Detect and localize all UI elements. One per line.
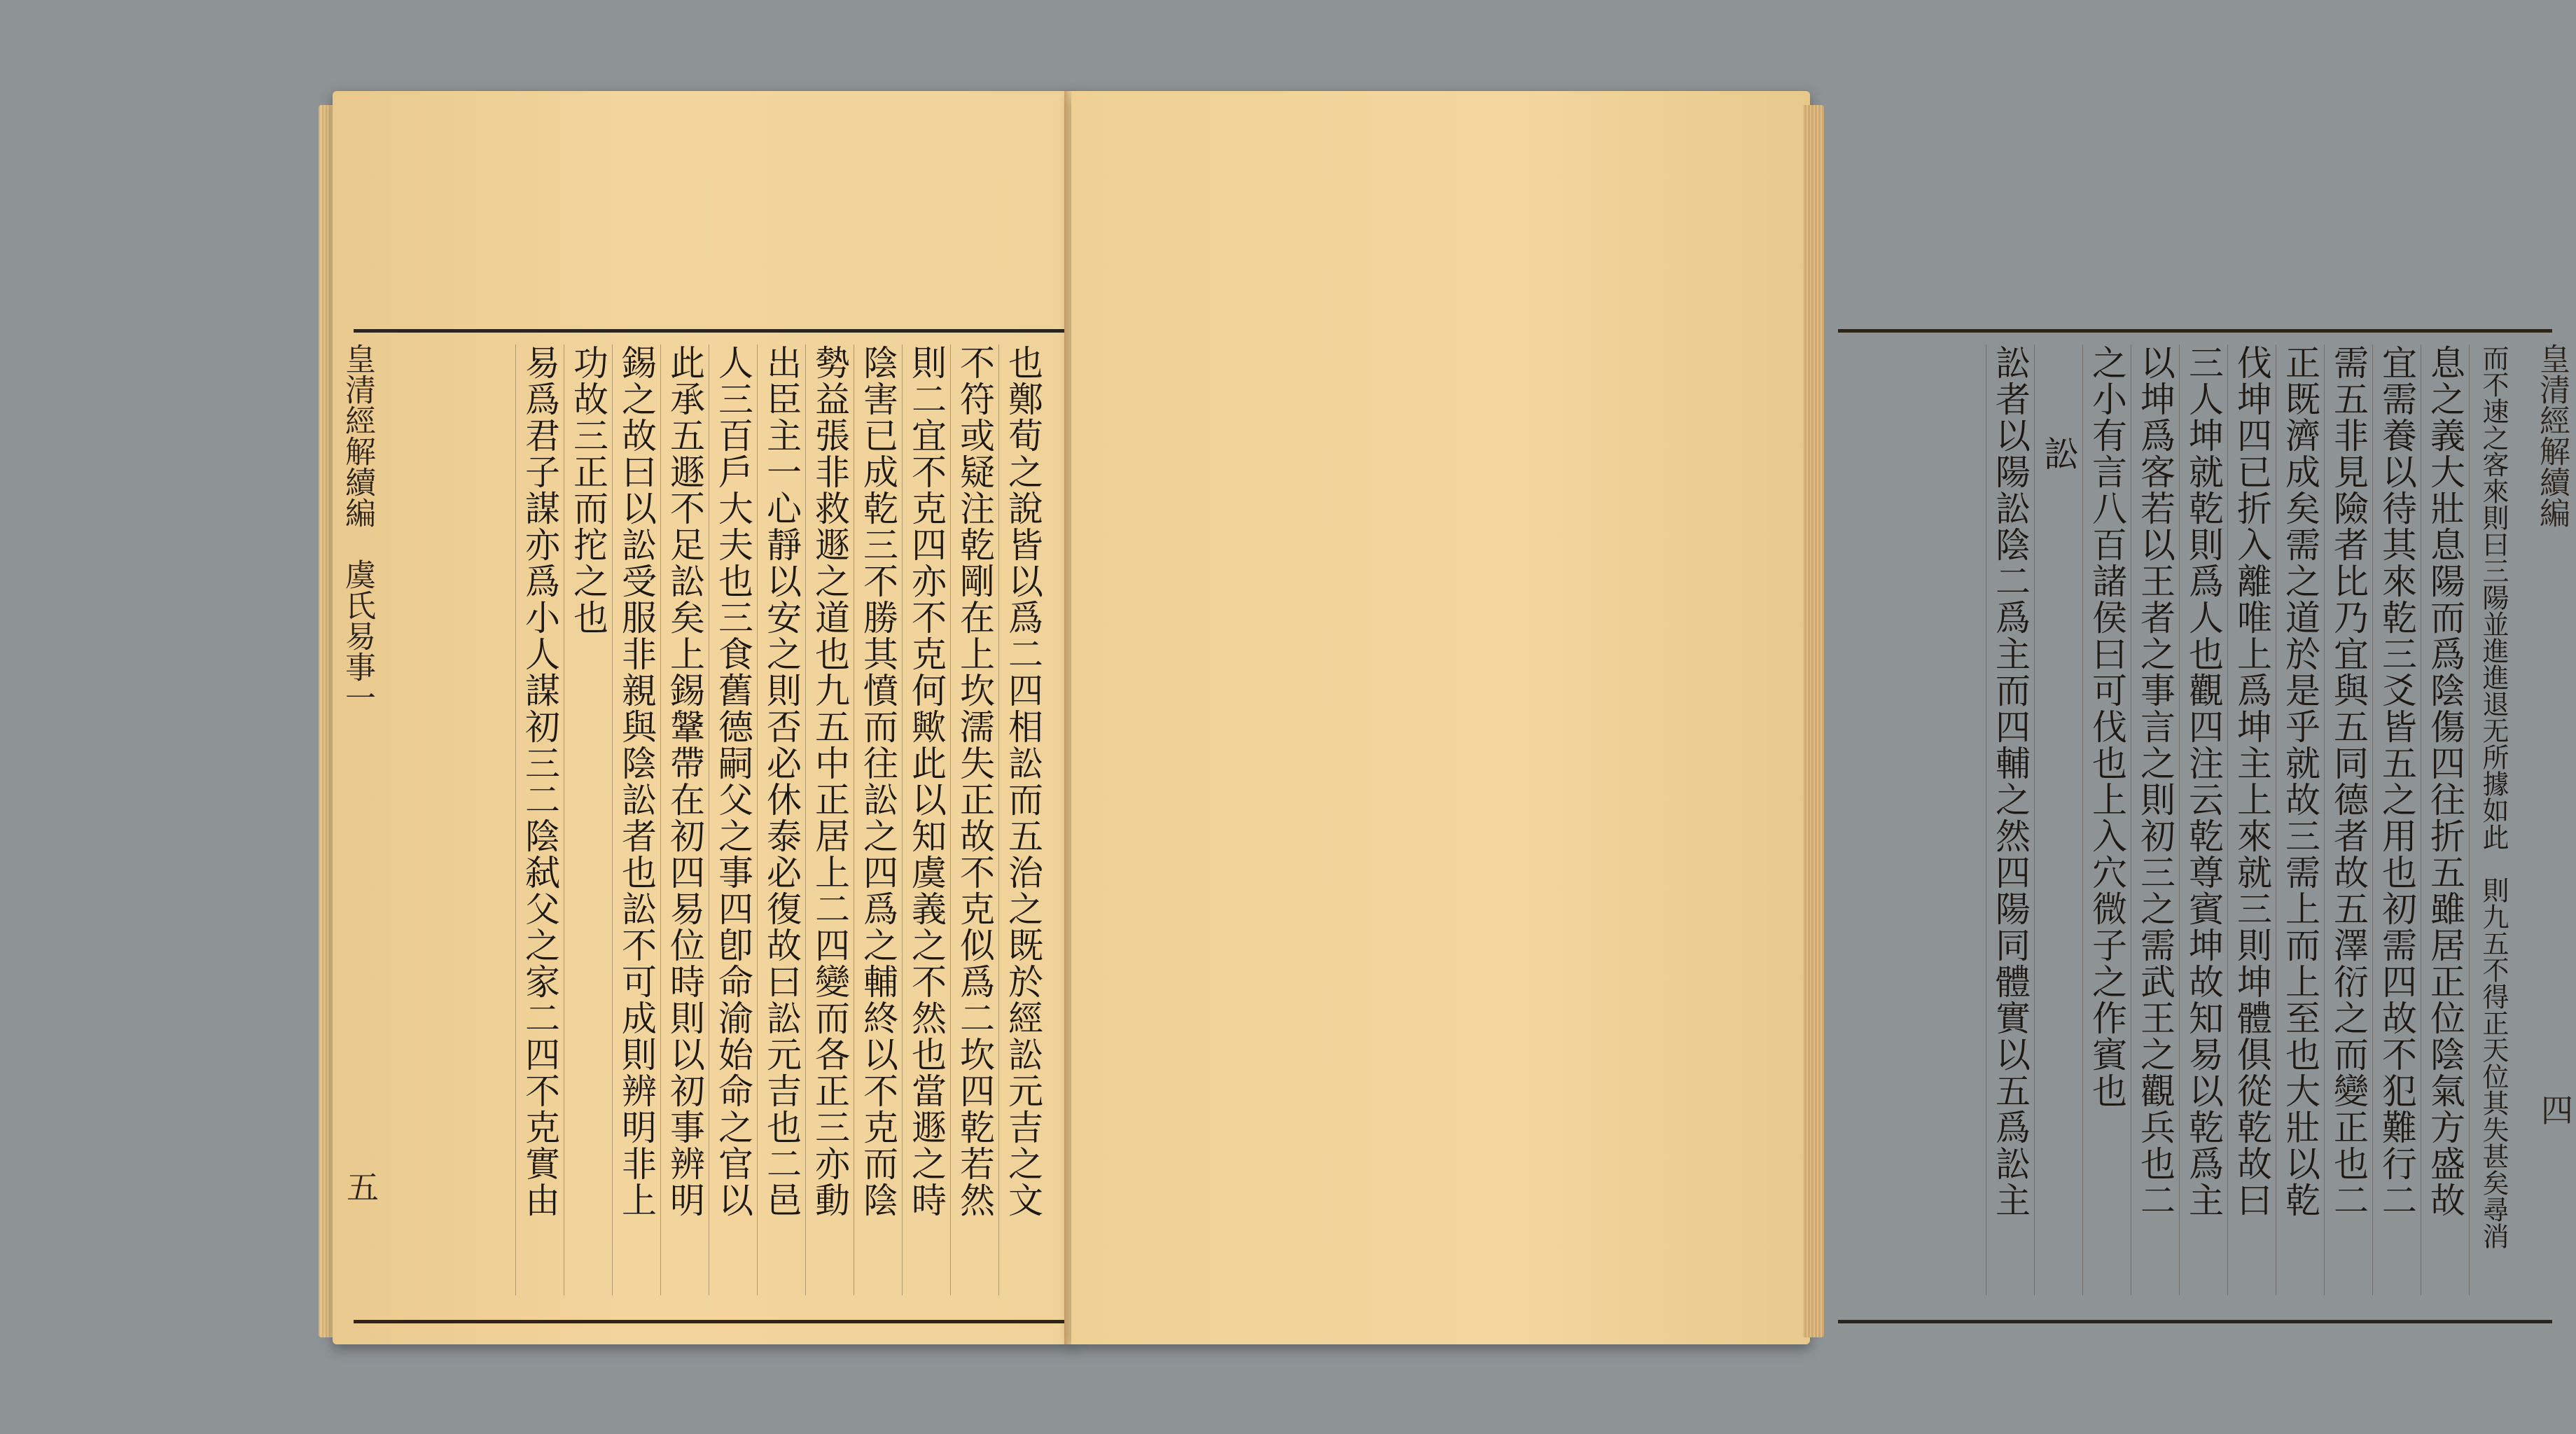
text-column: 也鄭荀之說皆以爲二四相訟而五治之既於經訟元吉之文 bbox=[998, 344, 1047, 1295]
bottom-rule bbox=[354, 1320, 1082, 1323]
text-column: 人三百戶大夫也三食舊德嗣父之事四卽命渝始命之官以 bbox=[709, 344, 757, 1295]
text-column: 而不速之客來則曰三陽並進進退无所據如此 則九五不得正天位其失甚矣尋消 bbox=[2469, 344, 2517, 1295]
text-column: 正既濟成矣需之道於是乎就故三需上而上至也大壯以乾 bbox=[2276, 344, 2324, 1295]
right-text-columns bbox=[1873, 344, 2517, 1295]
text-column: 以坤爲客若以王者之事言之則初三之需武王之觀兵也二 bbox=[2131, 344, 2179, 1295]
folio-number: 四 bbox=[2541, 1092, 2573, 1129]
text-column: 易爲君子謀亦爲小人謀初三二陰弑父之家二四不克實由 bbox=[515, 344, 564, 1295]
text-column: 之小有言八百諸侯曰可伐也上入穴微子之作賓也 bbox=[2082, 344, 2131, 1295]
text-column: 出臣主一心靜以安之則否必休泰必復故曰訟元吉也二邑 bbox=[757, 344, 805, 1295]
left-text-frame bbox=[340, 329, 1082, 1344]
right-text-frame bbox=[1838, 329, 2573, 1344]
banxin-section: 虞氏易事一 bbox=[340, 559, 375, 713]
text-column: 功故三正而拕之也 bbox=[564, 344, 612, 1295]
folio-number: 五 bbox=[347, 1169, 379, 1206]
left-text-columns bbox=[389, 344, 1047, 1295]
banxin-title: 皇清經解續編 bbox=[2534, 343, 2570, 528]
text-column: 三人坤就乾則爲人也觀四注云乾尊賓坤故知易以乾爲主 bbox=[2179, 344, 2227, 1295]
text-column: 宜需養以待其來乾三爻皆五之用也初需四故不犯難行二 bbox=[2372, 344, 2421, 1295]
open-book bbox=[319, 91, 2573, 1351]
right-banxin bbox=[2527, 343, 2576, 1302]
text-column: 則二宜不克四亦不克何歟此以知虞義之不然也當遯之時 bbox=[902, 344, 950, 1295]
text-column: 不符或疑注乾剛在上坎濡失正故不克似爲二坎四乾若然 bbox=[950, 344, 998, 1295]
text-column: 需五非見險者比乃宜與五同德者故五澤衍之而變正也二 bbox=[2324, 344, 2372, 1295]
banxin-title: 皇清經解續編 bbox=[340, 343, 375, 528]
text-column: 訟者以陽訟陰二爲主而四輔之然四陽同體實以五爲訟主 bbox=[1986, 344, 2034, 1295]
left-banxin bbox=[333, 343, 382, 1302]
left-page bbox=[333, 91, 1075, 1344]
bottom-rule bbox=[1838, 1320, 2552, 1323]
text-column: 此承五遯不足訟矣上錫鞶帶在初四易位時則以初事辨明 bbox=[660, 344, 709, 1295]
text-column: 錫之故曰以訟受服非親與陰訟者也訟不可成則辨明非上 bbox=[612, 344, 660, 1295]
right-page bbox=[1071, 91, 2573, 1344]
right-page-edges bbox=[1803, 105, 1824, 1337]
top-rule bbox=[1838, 329, 2552, 333]
top-rule bbox=[354, 329, 1082, 333]
text-column: 伐坤四已折入離唯上爲坤主上來就三則坤體俱從乾故曰 bbox=[2227, 344, 2276, 1295]
section-heading: 訟 bbox=[2034, 344, 2082, 1295]
text-column: 息之義大壯息陽而爲陰傷四往折五雖居正位陰氣方盛故 bbox=[2421, 344, 2469, 1295]
text-column: 勢益張非救遯之道也九五中正居上二四變而各正三亦動 bbox=[805, 344, 854, 1295]
text-column: 陰害已成乾三不勝其憤而往訟之四爲之輔終以不克而陰 bbox=[854, 344, 902, 1295]
